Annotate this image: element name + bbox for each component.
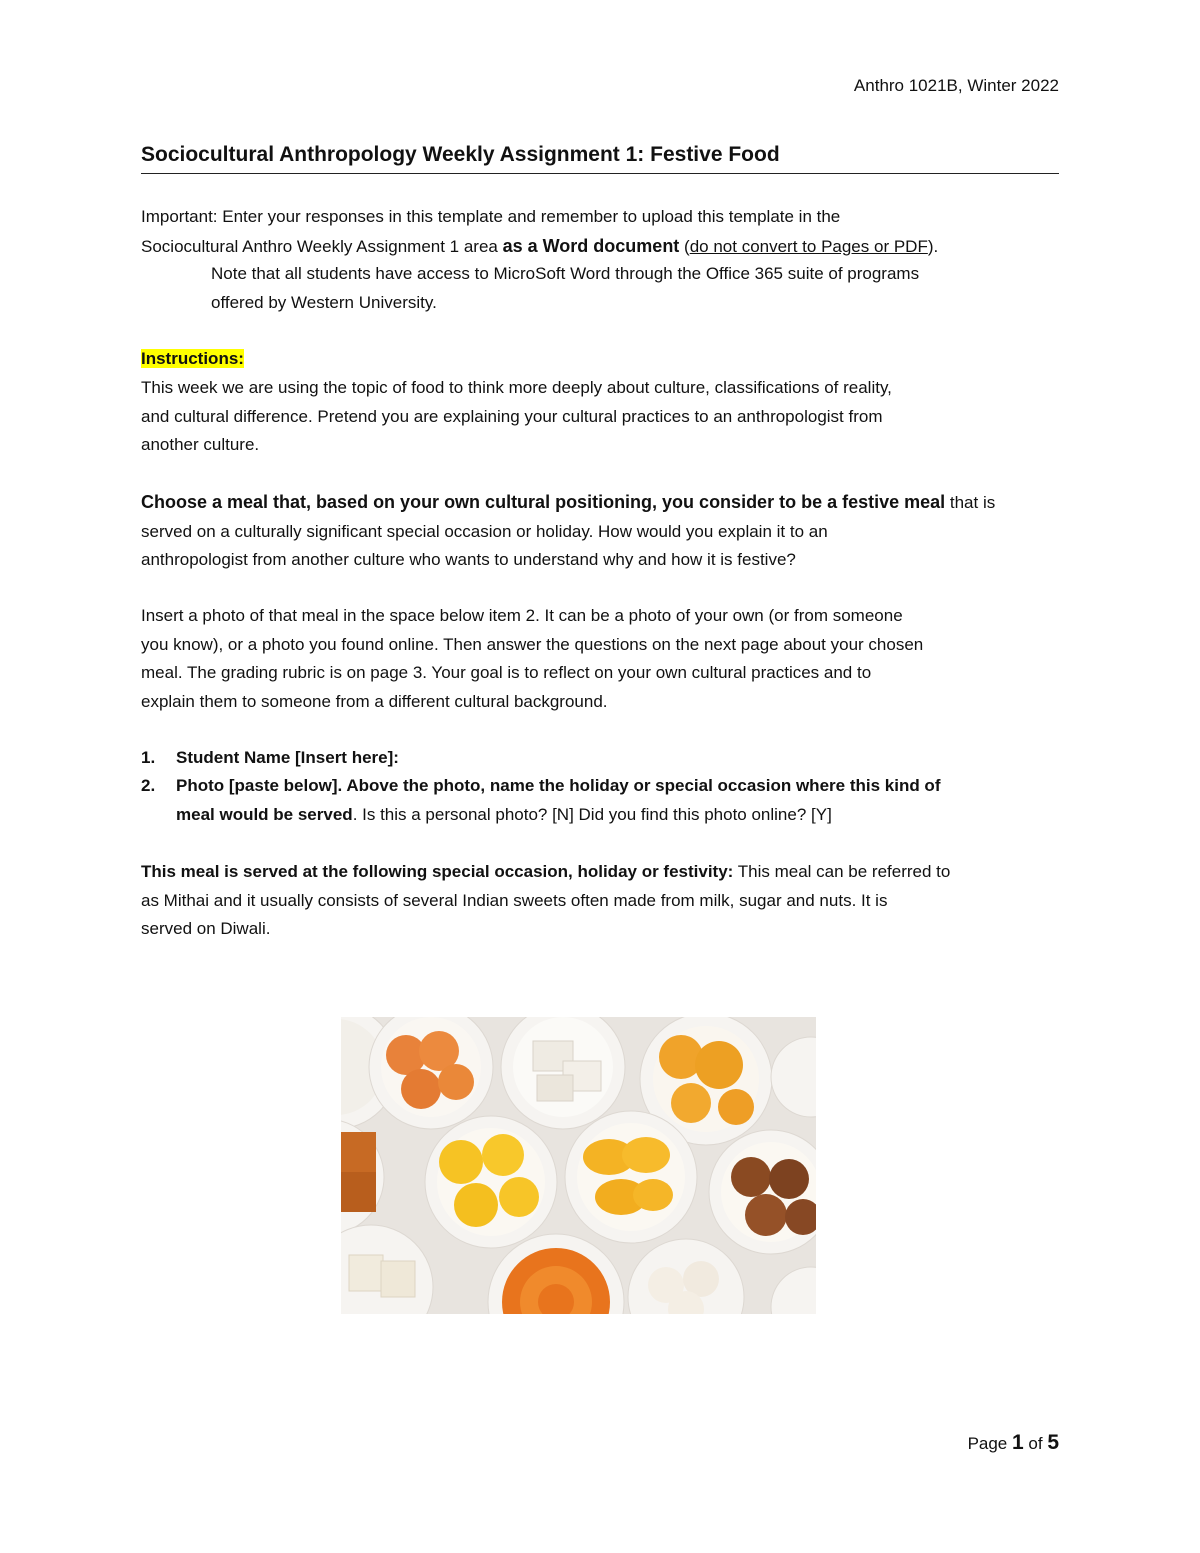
instructions-p1-line-1: This week we are using the topic of food to think more deeply about culture, classifications of reality, (141, 378, 892, 397)
of-label: of (1023, 1434, 1048, 1453)
page-title: Sociocultural Anthropology Weekly Assignment 1: Festive Food (141, 143, 1059, 174)
instructions-p3-line-1: Insert a photo of that meal in the space below item 2. It can be a photo of your own (or from someone (141, 606, 903, 625)
mithai-photo (341, 1017, 816, 1314)
office-note-line-1: Note that all students have access to MicroSoft Word through the Office 365 suite of programs (211, 264, 920, 283)
instructions-p2-line-2: served on a culturally significant special occasion or holiday. How would you explain it to an (141, 521, 828, 541)
instructions-p3-line-4: explain them to someone from a different cultural background. (141, 691, 608, 711)
instructions-p1-line-2: and cultural difference. Pretend you are explaining your cultural practices to an anthropologist from (141, 406, 883, 426)
instructions-heading-text: Instructions: (141, 349, 244, 368)
page-label: Page (967, 1434, 1012, 1453)
occasion-line-2: as Mithai and it usually consists of several Indian sweets often made from milk, sugar and nuts. It is (141, 890, 888, 910)
page-number: 1 (1012, 1431, 1024, 1454)
list-number: 2. (141, 776, 156, 795)
important-paragraph (141, 203, 1071, 261)
instructions-paragraph-1 (141, 374, 1071, 460)
important-text: Sociocultural Anthro Weekly Assignment 1 area (141, 236, 503, 256)
office-note-line-2: offered by Western University. (211, 292, 437, 312)
instructions-p1-line-3: another culture. (141, 435, 260, 454)
student-name-label: Student Name [Insert here]: (176, 748, 399, 767)
page-footer (968, 1431, 1059, 1455)
instructions-p3-line-2: you know), or a photo you found online. Then answer the questions on the next page about your chosen (141, 634, 924, 654)
word-document-emphasis: as a Word document (502, 235, 680, 256)
list-item-student-name (141, 744, 1071, 773)
occasion-label: This meal is served at the following special occasion, holiday or festivity: (141, 862, 734, 881)
do-not-convert-note: do not convert to Pages or PDF (689, 236, 928, 256)
festive-meal-emphasis: Choose a meal that, based on your own cultural positioning, you consider to be a festive meal (141, 492, 946, 512)
occasion-line-3: served on Diwali. (141, 919, 271, 938)
photo-instruction-line-1: Photo [paste below]. Above the photo, name the holiday or special occasion where this kind of (176, 776, 941, 795)
instructions-paragraph-2 (141, 488, 1071, 575)
office-note (211, 260, 1071, 317)
list-item-photo (141, 772, 1071, 829)
occasion-answer-start: This meal can be referred to (733, 862, 951, 881)
paren-open: ( (679, 236, 690, 256)
important-line-1: Important: Enter your responses in this template and remember to upload this template in the (141, 207, 841, 226)
instructions-heading (141, 345, 1071, 374)
instructions-p2-rest: that is (945, 493, 996, 512)
instructions-p2-line-3: anthropologist from another culture who wants to understand why and how it is festive? (141, 550, 796, 569)
instructions-p2-line-1 (141, 488, 1071, 518)
important-line-2 (141, 232, 1071, 262)
header-course: Anthro 1021B, Winter 2022 (853, 76, 1059, 95)
occasion-line-1 (141, 858, 1071, 887)
indian-sweets-illustration (341, 1017, 816, 1314)
instructions-paragraph-3 (141, 602, 1071, 716)
page-total: 5 (1047, 1431, 1059, 1454)
occasion-paragraph (141, 858, 1071, 944)
paren-close: ). (927, 236, 939, 256)
list-number: 1. (141, 748, 156, 767)
instructions-p3-line-3: meal. The grading rubric is on page 3. Your goal is to reflect on your own cultural practices and to (141, 663, 872, 682)
photo-instruction-line-2: meal would be served (176, 804, 353, 824)
photo-source-questions: . Is this a personal photo? [N] Did you find this photo online? [Y] (352, 804, 832, 824)
